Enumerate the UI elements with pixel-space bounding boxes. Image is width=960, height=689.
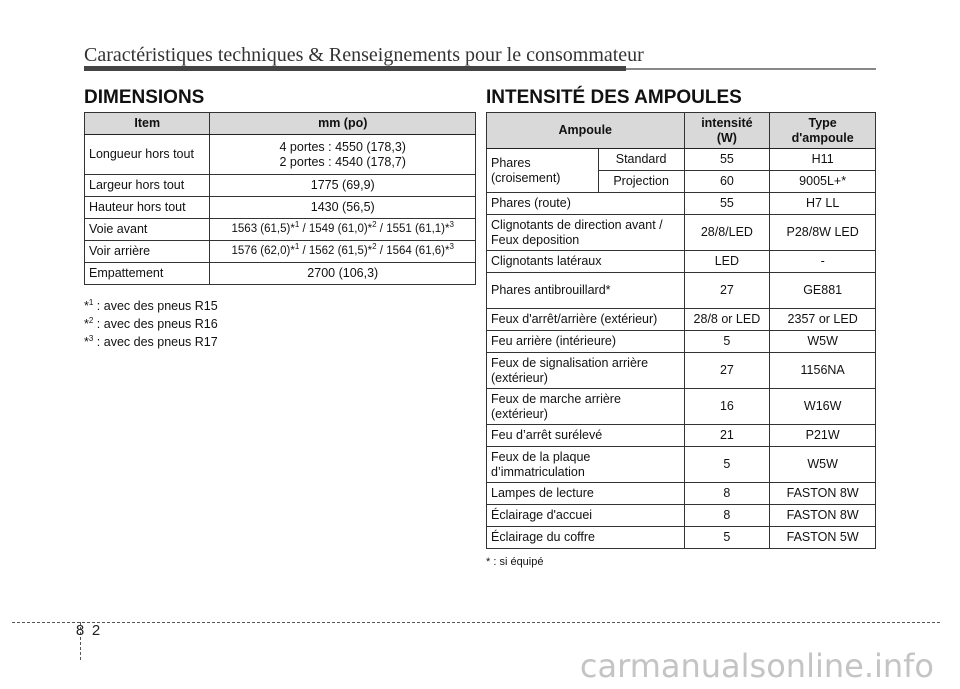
row-watt: 28/8 or LED (684, 309, 770, 331)
table-row (85, 219, 476, 241)
header-rule-extension (626, 68, 876, 70)
row-name: Feux de la plaque d’immatriculation (487, 447, 685, 483)
row-item: Hauteur hors tout (85, 197, 210, 219)
row-type: W5W (770, 331, 876, 353)
column-header-type: Type d'ampoule (770, 113, 876, 149)
footnote: *$^1$ : avec des pneus R15 (84, 297, 218, 313)
row-type: FASTON 5W (770, 527, 876, 549)
row-value: 1576 (62,0)*$^1$ / 1562 (61,5)*$^2$ / 1564 (61,6)*$^3$ (210, 241, 476, 263)
row-type: 1156NA (770, 353, 876, 389)
page-index: 2 (91, 622, 101, 639)
row-name: Phares (croisement) (487, 149, 599, 193)
table-row (487, 309, 876, 331)
row-item: Empattement (85, 263, 210, 285)
row-subtype: Projection (598, 171, 684, 193)
table-row (85, 197, 476, 219)
row-type: FASTON 8W (770, 483, 876, 505)
footer-dashed-rule (12, 622, 940, 623)
column-header-ampoule: Ampoule (487, 113, 685, 149)
row-item: Longueur hors tout (85, 135, 210, 175)
footnote: *$^3$ : avec des pneus R17 (84, 333, 218, 349)
table-row (487, 483, 876, 505)
table-row (487, 389, 876, 425)
table-row (85, 241, 476, 263)
row-type: 9005L+* (770, 171, 876, 193)
row-watt: 55 (684, 149, 770, 171)
table-row (487, 353, 876, 389)
row-type: GE881 (770, 273, 876, 309)
row-name: Phares (route) (487, 193, 685, 215)
bulbs-table (486, 112, 876, 549)
row-value: 1563 (61,5)*$^1$ / 1549 (61,0)*$^2$ / 1551 (61,1)*$^3$ (210, 219, 476, 241)
row-type: P21W (770, 425, 876, 447)
row-type: - (770, 251, 876, 273)
row-name: Éclairage d'accuei (487, 505, 685, 527)
row-type: FASTON 8W (770, 505, 876, 527)
page-chapter: 8 (75, 622, 85, 639)
row-watt: 55 (684, 193, 770, 215)
row-watt: 60 (684, 171, 770, 193)
row-item: Voie avant (85, 219, 210, 241)
table-row (85, 263, 476, 285)
column-header-mm: mm (po) (210, 113, 476, 135)
table-row (487, 215, 876, 251)
row-type: 2357 or LED (770, 309, 876, 331)
row-watt: 5 (684, 447, 770, 483)
dimensions-footnotes (84, 297, 218, 351)
row-type: H11 (770, 149, 876, 171)
row-watt: 8 (684, 483, 770, 505)
table-row (487, 527, 876, 549)
column-header-item: Item (85, 113, 210, 135)
dimensions-table (84, 112, 476, 285)
column-header-intensite: intensité (W) (684, 113, 770, 149)
table-row (487, 193, 876, 215)
row-type: P28/8W LED (770, 215, 876, 251)
row-watt: 27 (684, 273, 770, 309)
row-watt: 21 (684, 425, 770, 447)
row-watt: 5 (684, 527, 770, 549)
row-watt: 16 (684, 389, 770, 425)
table-row (85, 175, 476, 197)
footnote: *$^2$ : avec des pneus R16 (84, 315, 218, 331)
table-row (487, 425, 876, 447)
table-row (487, 505, 876, 527)
row-type: W16W (770, 389, 876, 425)
bulbs-title: INTENSITÉ DES AMPOULES (486, 87, 742, 108)
row-name: Clignotants de direction avant / Feux deposition (487, 215, 685, 251)
row-value: 1775 (69,9) (210, 175, 476, 197)
row-name: Feu d’arrêt surélevé (487, 425, 685, 447)
row-watt: 8 (684, 505, 770, 527)
row-name: Feu arrière (intérieure) (487, 331, 685, 353)
chapter-title: Caractéristiques techniques & Renseignements pour le consommateur (84, 44, 644, 66)
row-value: 4 portes : 4550 (178,3) 2 portes : 4540 (178,7) (210, 135, 476, 175)
bulbs-note: * : si équipé (486, 556, 544, 568)
row-watt: 27 (684, 353, 770, 389)
row-subtype: Standard (598, 149, 684, 171)
row-watt: 5 (684, 331, 770, 353)
row-item: Voir arrière (85, 241, 210, 263)
row-name: Clignotants latéraux (487, 251, 685, 273)
row-watt: 28/8/LED (684, 215, 770, 251)
dimensions-title: DIMENSIONS (84, 87, 205, 108)
row-watt: LED (684, 251, 770, 273)
row-name: Phares antibrouillard* (487, 273, 685, 309)
table-row (487, 331, 876, 353)
row-name: Lampes de lecture (487, 483, 685, 505)
row-type: W5W (770, 447, 876, 483)
table-header-row (85, 113, 476, 135)
row-name: Éclairage du coffre (487, 527, 685, 549)
page-number (72, 622, 104, 639)
row-type: H7 LL (770, 193, 876, 215)
table-row (85, 135, 476, 175)
row-name: Feux de signalisation arrière (extérieur) (487, 353, 685, 389)
row-value: 1430 (56,5) (210, 197, 476, 219)
header-rule (84, 66, 626, 71)
row-name: Feux de marche arrière (extérieur) (487, 389, 685, 425)
row-item: Largeur hors tout (85, 175, 210, 197)
row-name: Feux d'arrêt/arrière (extérieur) (487, 309, 685, 331)
table-row (487, 149, 876, 171)
watermark: carmanualsonline.info (579, 647, 934, 685)
table-row (487, 273, 876, 309)
table-row (487, 251, 876, 273)
table-header-row (487, 113, 876, 149)
row-value: 2700 (106,3) (210, 263, 476, 285)
table-row (487, 447, 876, 483)
